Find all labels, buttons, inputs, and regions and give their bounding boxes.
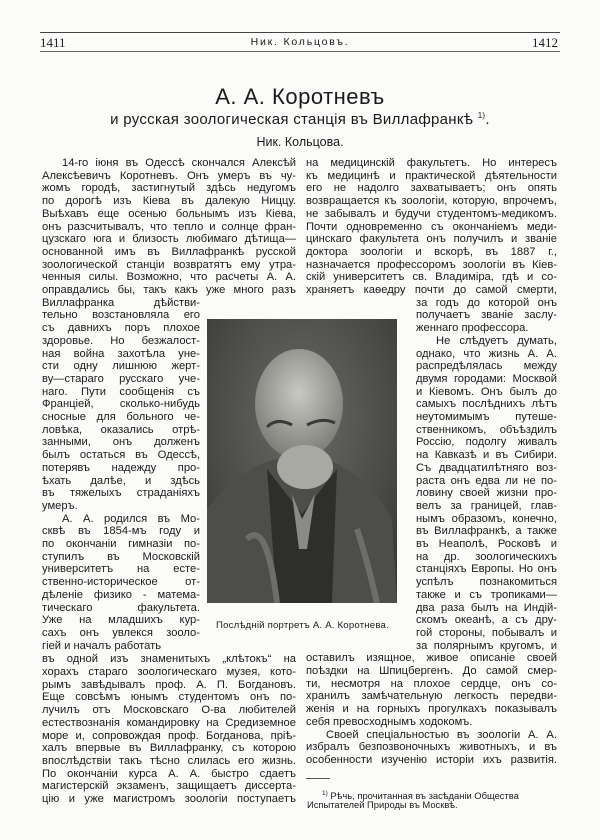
text-line: ченныя силы. Возможно, что расчеты А. А. [42,271,296,284]
text-line: оставилъ изящное, живое описаніе своей [306,652,557,665]
text-line: Съ двадцатилѣтняго воз- [416,461,557,474]
text-line: сквѣ въ 1854-мъ году и [42,525,200,538]
text-line: въ тяжелыхъ страданіяхъ [42,487,200,500]
text-line: назначается профессоромъ зоологіи въ Кіев- [306,258,557,271]
text-line: Россію, подолгу живалъ [416,436,557,449]
text-line: скомъ океанѣ, а съ дру- [416,614,557,627]
text-line: поѣздки на Шпицбергенъ. До самой смер- [306,665,557,677]
text-line: въ одной изъ знаменитыхъ „клѣтокъ“ на [42,653,296,666]
text-line: ѣхать далѣе, и здѣсь [42,474,200,487]
text-line: Выѣхавъ еще осенью больнымъ изъ Кіева, [42,207,296,220]
text-line: Не слѣдуетъ думать, [436,334,557,347]
text-line: храняетъ каѳедру почти до самой смерти, [306,284,557,296]
text-line: сахъ онъ увлекся зооло- [42,626,200,639]
text-line: онъ разсчитывалъ, что тепло и солнце фран- [42,220,296,233]
text-line: тельно возстановляла его [42,309,200,322]
text-line: Виллафранка дѣйстви- [42,296,200,309]
text-line: успѣлъ познакомиться [416,576,557,589]
text-line: Уже на младшихъ кур- [42,614,200,627]
text-line: получаетъ званіе заслу- [416,309,557,322]
text-line: дѣленіе физико - матема- [42,588,200,601]
text-line: самыхъ послѣднихъ лѣтъ [416,398,557,411]
text-line: женія и на горныхъ прогулкахъ показывалъ [306,703,557,716]
footnote-line-2: Испытателей Природы въ Москвѣ. [307,799,458,810]
text-line: на медицинскій факультетъ. Но интересъ [306,157,557,169]
text-line: потерявъ надежду про- [42,461,200,474]
text-line: ственникомъ, объѣздилъ [416,423,557,436]
header-rule-top [40,32,560,33]
text-line: ловѣка, оказались отрѣ- [42,423,200,436]
text-line: хорахъ стараго зоологическаго музея, кото- [42,666,296,678]
text-line: нымъ образомъ, конечно, [416,512,557,525]
text-line: халъ впервые въ Виллафранку, съ которою [42,742,296,755]
text-line: По окончаніи курса А. А. быстро сдаетъ [42,767,296,780]
page-number-right: 1412 [532,35,558,50]
text-line: двумя городами: Москвой [416,372,557,385]
text-line: однако, что жизнь А. А. [416,347,557,360]
text-line: цузскаго юга и близость любимаго дѣтища— [42,233,296,246]
article-author: Ник. Кольцова. [256,135,344,149]
text-line: распредѣлялась между [416,360,557,373]
text-line: оправдались бы, такъ какъ уже много разъ [42,284,296,296]
text-line: гіей и началъ работать [42,639,162,652]
text-line: ловину своей жизни про- [416,487,557,500]
text-line: море и, сопровождая проф. Богданова, пріѣ- [42,729,296,742]
text-line: возвращается къ зоологіи, которую, впрочемъ, [306,195,557,208]
text-line: гой стороны, побывалъ и [416,626,557,639]
text-line: сносные для больного че- [42,411,200,423]
text-line: ступилъ въ Московскій [42,550,200,563]
text-line: особенности изученію исторіи ихъ развитія. [306,753,557,766]
subtitle-text: и русская зоологическая станція въ Виллафранкѣ [110,111,474,128]
text-line: А. А. родился въ Мо- [62,512,200,525]
text-line: наго. Пути сообщенія съ [42,385,200,398]
text-line: основанной имъ въ Виллафранкѣ русской [42,245,296,258]
text-line: на Кавказѣ и въ Сибири. [416,449,557,462]
text-line: въ Неаполѣ, Росковѣ и [416,538,557,550]
text-line: ти, несмотря на плохое сердце, онъ со- [306,677,557,690]
text-line: Франціей, сколько-нибудь [42,398,200,411]
figure-caption: Послѣдній портретъ А. А. Коротнева. [216,620,389,631]
header-rule-bottom [40,51,560,52]
footnote-mark: 1) [322,790,328,797]
text-line: себя превосходнымъ ходокомъ. [306,715,473,728]
text-line: университетъ на есте- [42,563,200,576]
article-title: А. А. Коротневъ [215,84,385,109]
text-line: и Кіевомъ. Онъ былъ до [416,385,557,398]
text-line: скій университетъ св. Владиміра, гдѣ и со- [306,271,557,284]
text-line: съ давнихъ поръ плохое [42,322,200,335]
portrait-photo [207,319,397,603]
text-line: занными, онъ долженъ [42,436,200,449]
text-line: здоровье. Но безжалост- [42,334,200,347]
text-line: зоологической станціи возвратятъ ему утра- [42,258,296,271]
text-line: жомъ городѣ, застигнутый здѣсь недугомъ [42,182,296,195]
text-line: сти одну лишнюю жерт- [42,360,200,373]
text-line: ная война захотѣла уне- [42,347,200,360]
article-subtitle: и русская зоологическая станція въ Виллафранкѣ $^{1)}$. [110,111,490,128]
text-line: за годъ до которой онъ [416,296,557,309]
text-line: естествознанія командировку на Средиземное [42,716,296,729]
text-line: Алексѣевичъ Коротневъ. Онъ умеръ въ чу- [42,169,296,182]
footnote-separator [306,778,330,779]
text-line: лучилъ отъ Московскаго О-ва любителей [42,704,296,717]
text-line: цинскаго факультета онъ получилъ и званіе [306,233,557,246]
text-line: также и съ тропиками— [416,588,557,601]
text-line: рымъ завѣдывалъ проф. А. П. Богдановъ. [42,678,296,691]
text-line: Своей спеціальностью въ зоологіи А. А. [326,728,557,741]
text-line: неутомимымъ путеше- [416,411,557,423]
text-line: за полярнымъ кругомъ, и [416,639,557,652]
text-line: въ Виллафранкѣ, а также [416,525,557,538]
footnote-text-1: Рѣчь, прочитанная въ засѣданіи Общества [330,790,519,802]
page-number-left: 1411 [40,35,66,50]
text-line: впослѣдствіи такъ тѣсно слилась его жизнь. [42,754,296,767]
text-line: ственно-историческое от- [42,576,200,589]
text-line: былъ остаться въ Одессѣ, [42,449,200,462]
text-line: цію и уже магистромъ зоологіи поступаетъ [42,793,296,805]
text-line: его не надолго захватываетъ; онъ опять [306,182,557,195]
text-line: хранилъ замѣчательную легкость передви- [306,690,557,703]
text-line: на др. зоологическихъ [416,550,557,563]
text-line: избралъ безпозвоночныхъ животныхъ, и въ [306,741,557,754]
footnote-reference: 1) [477,111,486,120]
text-line: раста онъ едва ли не по- [416,474,557,487]
text-line: по дорогѣ изъ Кіева въ далекую Ниццу. [42,195,296,208]
text-line: два раза былъ на Индій- [416,601,557,614]
text-line: станціяхъ Европы. Но онъ [416,563,557,576]
text-line: по окончаніи гимназіи по- [42,538,200,550]
text-line: женнаго профессора. [416,322,529,335]
text-line: магистерскій экзаменъ, защищаетъ диссерта- [42,780,296,793]
running-title: Ник. Кольцовъ. [250,36,350,48]
text-line: ву—стараго русскаго уче- [42,372,200,385]
text-line: Почти одновременно съ окончаніемъ меди- [306,220,557,233]
text-line: не забывалъ и будучи студентомъ-медикомъ. [306,207,557,220]
text-line: велъ за границей, глав- [416,499,557,512]
text-line: умеръ. [42,499,78,512]
text-line: доктора зоологіи и вскорѣ, въ 1887 г., [306,245,557,258]
text-line: Еще совсѣмъ юнымъ студентомъ онъ по- [42,691,296,704]
text-line: къ медицинѣ и практической дѣятельности [306,169,557,182]
text-line: тическаго факультета. [42,601,200,614]
text-line: 14-го іюня въ Одессѣ скончался Алексѣй [62,157,296,169]
